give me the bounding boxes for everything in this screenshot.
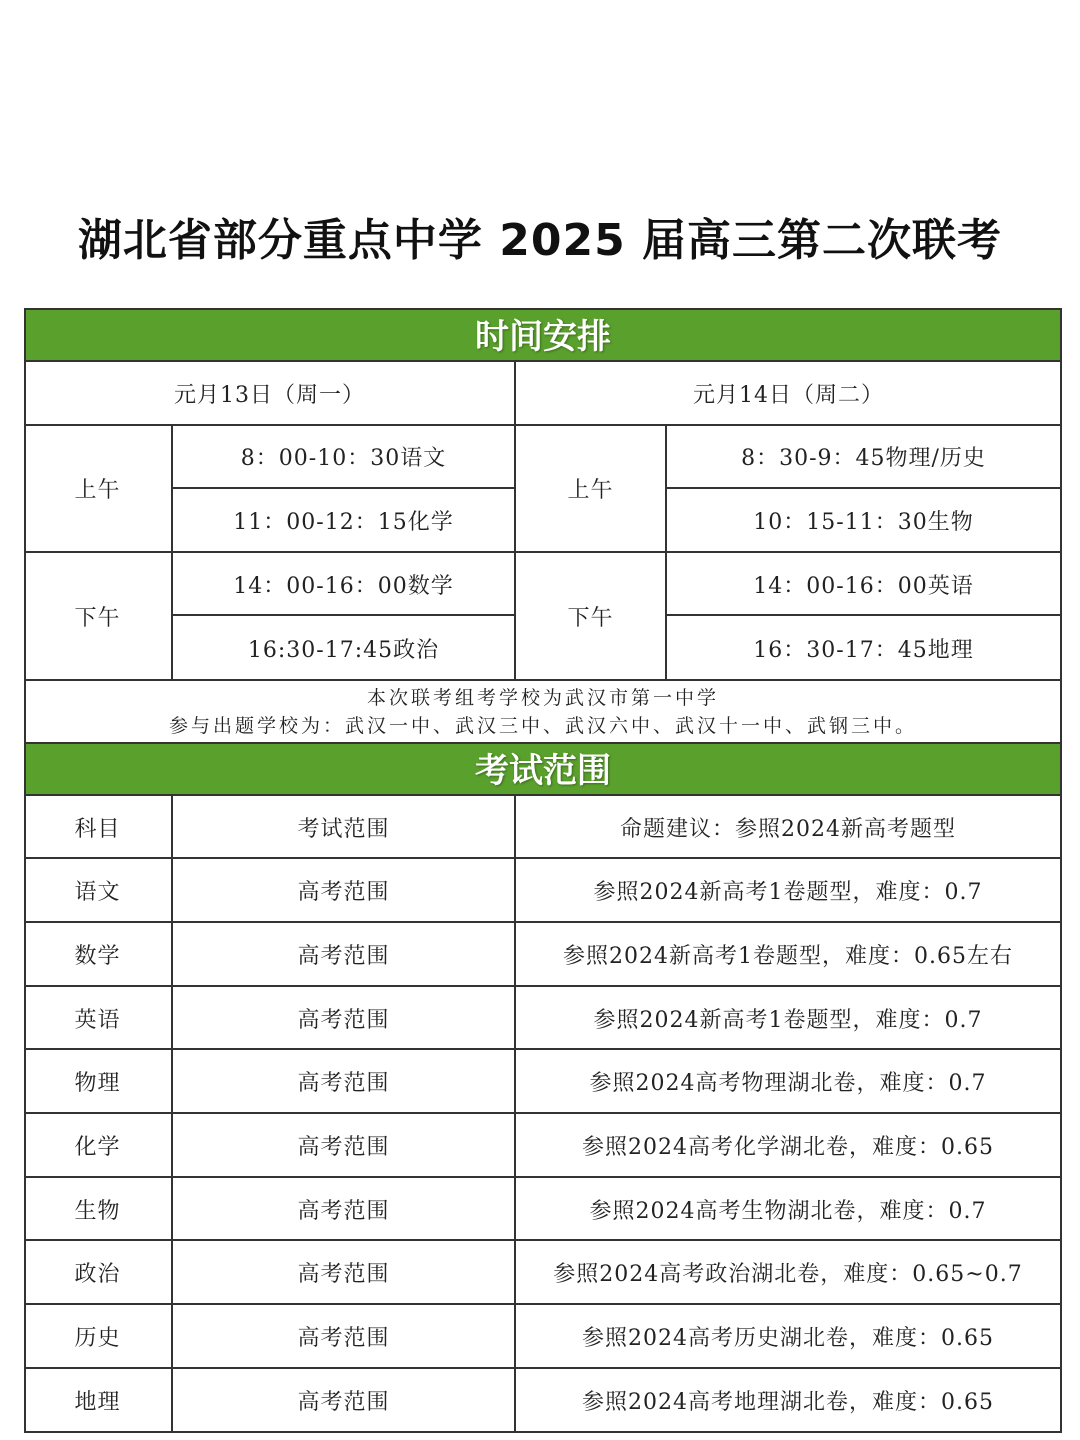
table-border [1060,796,1062,1433]
table-row-subject: 化学 [74,1134,121,1160]
day1-morning-label: 上午 [74,478,121,503]
table-row-range: 高考范围 [297,1389,390,1415]
note-line-2: 参与出题学校为：武汉一中、武汉三中、武汉六中、武汉十一中、武钢三中。 [168,715,917,737]
table-row-advice: 参照2024新高考1卷题型，难度：0.65左右 [563,943,1013,969]
table-row-advice: 参照2024高考生物湖北卷，难度：0.7 [589,1198,987,1224]
header-range: 考试范围 [297,816,390,842]
table-row-advice: 参照2024高考历史湖北卷，难度：0.65 [582,1325,994,1351]
table-row-subject: 英语 [74,1007,121,1033]
schedule-banner: 时间安排 [24,308,1062,362]
table-row-range: 高考范围 [297,1007,390,1033]
table-row-advice: 参照2024新高考1卷题型，难度：0.7 [593,879,983,905]
table-row-advice: 参照2024高考地理湖北卷，难度：0.65 [582,1389,994,1415]
table-row-range: 高考范围 [297,879,390,905]
organizer-note [24,682,1062,742]
day2-afternoon-label: 下午 [567,606,614,631]
day1-afternoon-label: 下午 [74,606,121,631]
day2-morning-label: 上午 [567,478,614,503]
day2-slot-4: 16：30-17：45地理 [753,637,974,663]
table-row-range: 高考范围 [297,1198,390,1224]
table-row-subject: 语文 [74,879,121,905]
header-subject: 科目 [74,816,121,842]
table-row-range: 高考范围 [297,1134,390,1160]
page-title: 湖北省部分重点中学 2025 届高三第二次联考 [77,215,1003,266]
table-row-range: 高考范围 [297,943,390,969]
day2-date: 元月14日（周二） [693,383,884,408]
day2-slot-2: 10：15-11：30生物 [753,510,974,535]
table-row-subject: 数学 [74,943,121,969]
day1-slot-4: 16:30-17:45政治 [247,637,440,663]
table-row-subject: 物理 [74,1070,121,1096]
scope-banner: 考试范围 [24,742,1062,796]
table-row-subject: 生物 [74,1198,121,1224]
day1-slot-2: 11：00-12：15化学 [233,510,454,535]
table-border [24,1431,1062,1433]
day1-date: 元月13日（周一） [174,383,365,408]
row-divider [24,679,1062,681]
table-row-advice: 参照2024高考化学湖北卷，难度：0.65 [582,1134,994,1160]
table-row-range: 高考范围 [297,1261,390,1287]
header-advice: 命题建议：参照2024新高考题型 [620,816,956,842]
table-row-advice: 参照2024新高考1卷题型，难度：0.7 [593,1007,983,1033]
table-row-advice: 参照2024高考政治湖北卷，难度：0.65~0.7 [553,1261,1023,1287]
day1-slot-1: 8：00-10：30语文 [240,446,447,471]
table-row-subject: 政治 [74,1261,121,1287]
note-line-1: 本次联考组考学校为武汉市第一中学 [366,687,719,709]
table-row-range: 高考范围 [297,1070,390,1096]
table-row-range: 高考范围 [297,1325,390,1351]
day1-slot-3: 14：00-16：00数学 [233,573,454,599]
day2-slot-3: 14：00-16：00英语 [753,573,974,599]
table-row-subject: 地理 [74,1389,121,1415]
table-row-subject: 历史 [74,1325,121,1351]
day2-slot-1: 8：30-9：45物理/历史 [741,446,986,471]
table-row-advice: 参照2024高考物理湖北卷，难度：0.7 [589,1070,987,1096]
